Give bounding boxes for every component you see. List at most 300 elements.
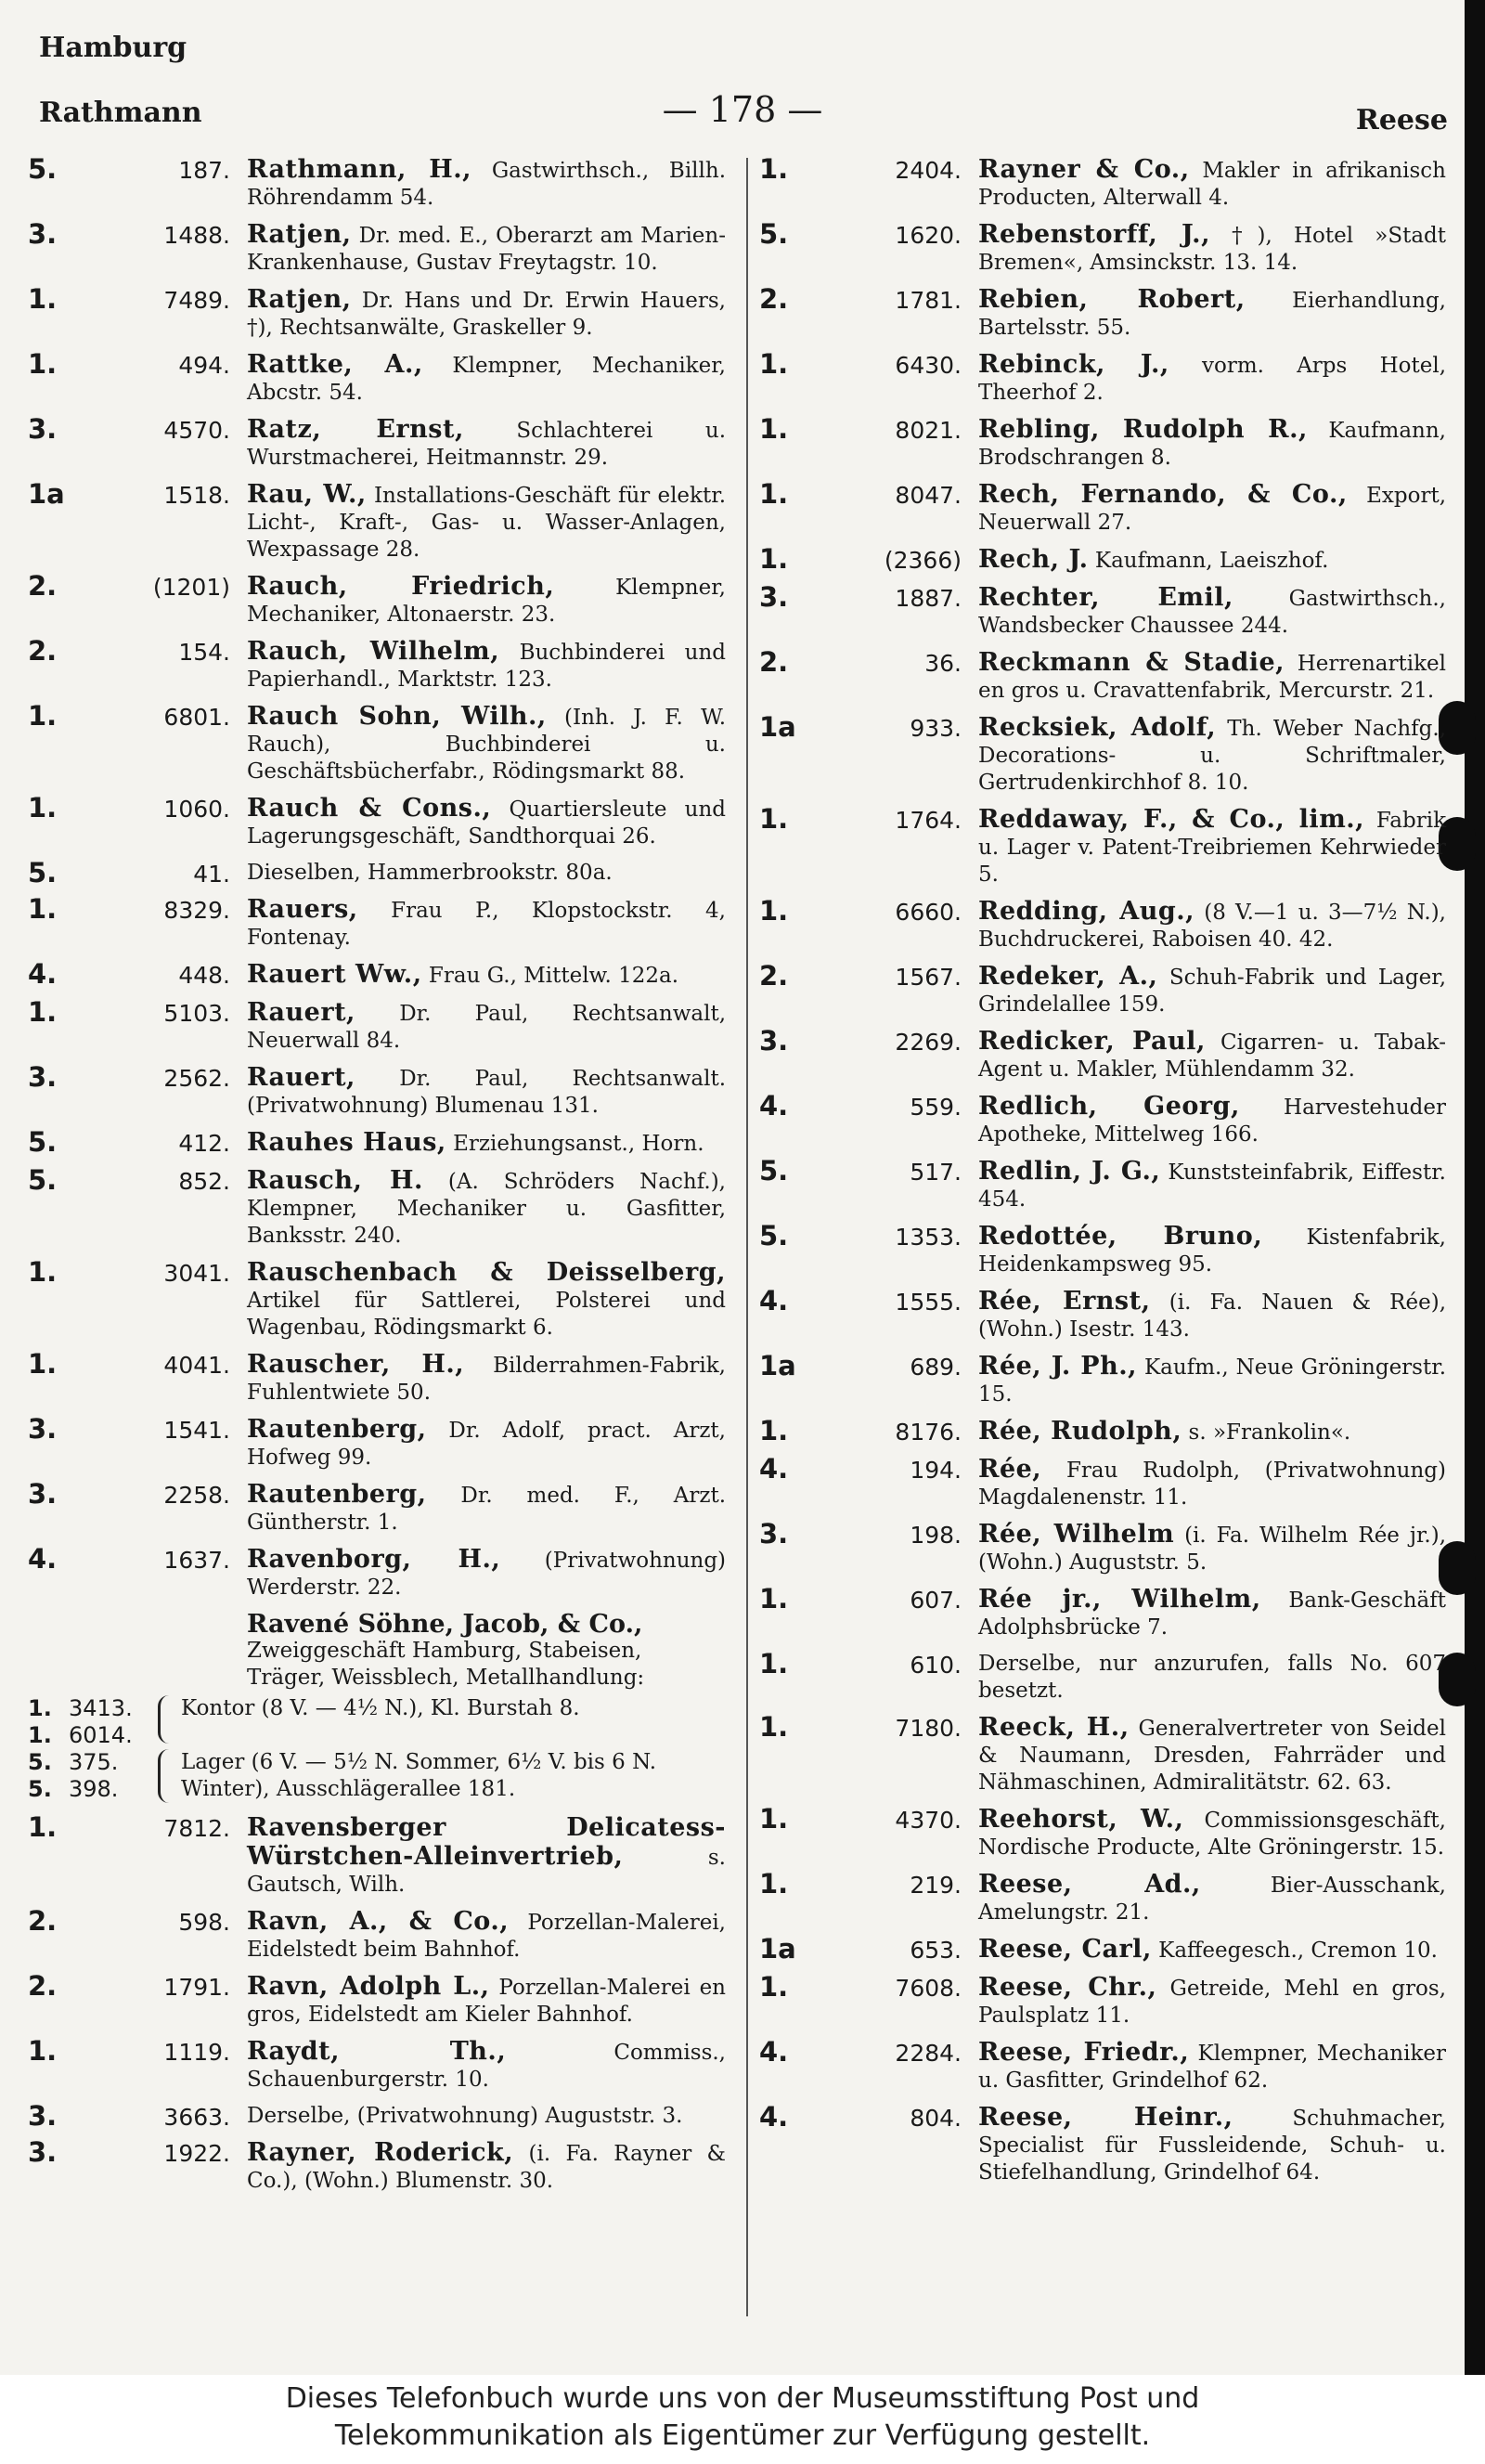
exchange-zone: 2. — [759, 646, 789, 678]
entry-name: Rauch, Wilhelm, — [247, 637, 500, 666]
phone-number — [759, 1220, 971, 1251]
exchange-zone: 2. — [28, 1905, 58, 1937]
phone-number — [28, 2100, 239, 2132]
entry-text: Schlachterei u. Wurstmacherei, Heitmannstr. 29. — [247, 419, 727, 470]
phone-number — [759, 1453, 971, 1485]
phone-number — [28, 700, 239, 732]
entry-text: Porzellan-Malerei, Eidelstedt beim Bahnhof. — [247, 1911, 726, 1962]
entry-text: Eierhandlung, Bartelsstr. 55. — [978, 289, 1446, 340]
entry-name: Rayner & Co., — [978, 155, 1190, 184]
exchange-zone: 3. — [28, 1478, 58, 1510]
entry-text: Makler in afrikanisch Producten, Alterwall 4. — [978, 159, 1446, 210]
exchange-zone: 1a — [759, 1933, 796, 1965]
directory-entry — [28, 1413, 726, 1472]
kontor-text: Kontor (8 V. — 4½ N.), Kl. Burstah 8. — [181, 1696, 580, 1720]
exchange-zone: 5. — [28, 1164, 58, 1196]
tel-number: 1887. — [895, 585, 962, 612]
phone-number — [759, 803, 971, 835]
phone-number — [759, 348, 971, 380]
entry-text: Th. Weber Nachfg., Decorations- u. Schriftmaler, Gertrudenkirchhof 8. 10. — [978, 717, 1447, 795]
tel-number: 7180. — [895, 1715, 962, 1742]
phone-number — [759, 1648, 971, 1679]
directory-entry — [759, 1220, 1446, 1278]
phone-number — [28, 1061, 239, 1093]
entry-text: vorm. Arps Hotel, Theerhof 2. — [978, 354, 1447, 405]
tel-number: 7489. — [163, 287, 230, 314]
directory-entry — [28, 2100, 726, 2132]
directory-entry — [759, 646, 1446, 705]
phone-number — [28, 2136, 239, 2168]
entry-name: Ratjen, — [247, 220, 352, 249]
phone-number — [759, 711, 971, 743]
entry-name: Rebenstorff, J., — [978, 220, 1210, 249]
exchange-zone: 5. — [759, 1155, 789, 1187]
tel-number: 2258. — [163, 1482, 230, 1509]
entry-name: Rauert Ww., — [247, 960, 422, 989]
tel-number: 1791. — [163, 1974, 230, 2001]
exchange-zone: 4. — [759, 2101, 789, 2133]
tel-number: 559. — [910, 1094, 962, 1121]
tel-number: 6430. — [895, 352, 962, 379]
tel-number: 933. — [910, 715, 962, 742]
exchange-zone: 5. — [759, 1220, 789, 1251]
directory-entry — [759, 1155, 1446, 1213]
exchange-zone: 1. — [759, 895, 789, 927]
tel-number: 5103. — [163, 1000, 230, 1027]
entry-text: Derselbe, nur anzurufen, falls No. 607 besetzt. — [978, 1652, 1446, 1703]
directory-entry — [28, 1905, 726, 1964]
entry-text: Quartiersleute und Lagerungsgeschäft, Sandthorquai 26. — [247, 798, 726, 849]
entry-name: Rauch & Cons., — [247, 794, 492, 823]
tel: 398. — [69, 1776, 119, 1802]
tel-number: 1060. — [163, 796, 230, 823]
entry-name: Ravn, A., & Co., — [247, 1907, 510, 1936]
entry-name: Rech, Fernando, & Co., — [978, 480, 1348, 509]
directory-entry — [759, 1453, 1446, 1511]
directory-entry — [759, 2036, 1446, 2094]
phone-number — [759, 413, 971, 445]
entry-text: Gastwirthsch., Wandsbecker Chaussee 244. — [978, 587, 1446, 638]
tel-number: 154. — [178, 639, 230, 666]
zone: 5. — [28, 1749, 52, 1775]
entry-text: Frau P., Klopstockstr. 4, Fontenay. — [247, 899, 726, 950]
tel-number: 412. — [178, 1130, 230, 1157]
phone-number — [759, 1025, 971, 1057]
directory-entry — [28, 1256, 726, 1342]
entry-text: Fabrik u. Lager v. Patent-Treibriemen Kehrwieder 5. — [978, 809, 1447, 887]
directory-entry — [759, 1025, 1447, 1083]
entry-name: Ravensberger Delicatess-Würstchen-Alleinvertrieb, — [247, 1813, 726, 1871]
exchange-zone: 1. — [759, 803, 789, 835]
entry-name: Rée jr., Wilhelm, — [978, 1585, 1261, 1614]
entry-text: s. »Frankolin«. — [1188, 1420, 1351, 1445]
directory-entry — [28, 348, 726, 407]
tel-number: 1488. — [163, 222, 230, 249]
exchange-zone: 1. — [28, 348, 58, 380]
directory-entry — [759, 1285, 1447, 1343]
entry-text: (i. Fa. Wilhelm Rée jr.), (Wohn.) Auguststr. 5. — [978, 1524, 1447, 1575]
phone-number — [759, 2101, 971, 2133]
directory-entry — [759, 581, 1446, 640]
phone-number — [28, 348, 239, 380]
tel-number: 1567. — [895, 964, 962, 991]
entry-name: Rau, W., — [247, 480, 367, 509]
zone: 1. — [28, 1695, 52, 1721]
phone-number — [759, 1285, 971, 1316]
directory-entry — [28, 792, 726, 850]
phone-number — [759, 581, 971, 613]
tel: 375. — [69, 1749, 119, 1775]
entry-text: †), Hotel »Stadt Bremen«, Amsinckstr. 13. 14. — [978, 224, 1446, 275]
entry-text: Klempner, Mechaniker u. Gasfitter, Grindelhof 62. — [978, 2042, 1446, 2093]
tel-number: 7812. — [163, 1815, 230, 1842]
exchange-zone: 3. — [28, 2136, 58, 2168]
entry-name: Ratz, Ernst, — [247, 415, 464, 444]
tel-number: 6801. — [163, 704, 230, 731]
exchange-zone: 1. — [28, 893, 58, 925]
exchange-zone: 3. — [28, 1061, 58, 1093]
exchange-zone: 5. — [28, 857, 58, 888]
footer-line-1: Dieses Telefonbuch wurde uns von der Museumsstiftung Post und — [285, 2382, 1200, 2415]
exchange-zone: 5. — [28, 1126, 58, 1158]
tel-number: 6660. — [895, 899, 962, 926]
entry-text: Schuhmacher, Specialist für Fussleidende, Schuh- u. Stiefelhandlung, Grindelhof 64. — [978, 2107, 1446, 2185]
exchange-zone: 1. — [28, 1256, 58, 1288]
tel-number: 448. — [178, 962, 230, 989]
exchange-zone: 2. — [28, 1970, 58, 2002]
directory-entry — [28, 857, 726, 888]
tel-number: 852. — [178, 1168, 230, 1195]
entry-text: Installations-Geschäft für elektr. Licht-, Kraft-, Gas- u. Wasser-Anlagen, Wexpassage 28. — [247, 484, 726, 562]
directory-entry — [759, 283, 1446, 342]
lager-line — [158, 1749, 738, 1803]
entry-text: (A. Schröders Nachf.), Klempner, Mechaniker u. Gasfitter, Banksstr. 240. — [247, 1170, 726, 1248]
tel-number: 4570. — [163, 417, 230, 444]
exchange-zone: 3. — [759, 581, 789, 613]
entry-name: Rausch, H. — [247, 1166, 423, 1195]
entry-text: Dr. Hans und Dr. Erwin Hauers, †), Rechtsanwälte, Graskeller 9. — [247, 289, 726, 340]
exchange-zone: 2. — [759, 283, 789, 315]
phone-number — [759, 1415, 971, 1446]
entry-text: Erziehungsanst., Horn. — [453, 1132, 704, 1156]
phone-number — [28, 1478, 239, 1510]
directory-entry — [28, 700, 727, 785]
entry-name: Rattke, A., — [247, 350, 423, 379]
lager-text: Lager (6 V. — 5½ N. Sommer, 6½ V. bis 6 N. Winter), Ausschlägerallee 181. — [181, 1750, 657, 1801]
entry-name: Rée, Ernst, — [978, 1287, 1151, 1316]
right-column — [759, 153, 1447, 2196]
entry-name: Rée, Wilhelm — [978, 1520, 1175, 1549]
directory-entry — [759, 1711, 1446, 1796]
tel-number: 689. — [910, 1354, 962, 1381]
entry-name: Redlich, Georg, — [978, 1092, 1240, 1121]
entry-name: Rauch, Friedrich, — [247, 572, 555, 601]
tel-number: 1637. — [163, 1547, 230, 1574]
entry-text: Kunststeinfabrik, Eiffestr. 454. — [978, 1161, 1446, 1212]
phone-number — [28, 1413, 239, 1445]
directory-entry — [759, 2101, 1446, 2186]
page-number: — 178 — — [662, 89, 823, 130]
exchange-zone: 5. — [759, 218, 789, 250]
entry-text: Porzellan-Malerei en gros, Eidelstedt am Kieler Bahnhof. — [247, 1976, 726, 2027]
tel-number: 3041. — [163, 1260, 230, 1287]
tel-number: 219. — [910, 1872, 962, 1899]
directory-entry — [28, 996, 727, 1055]
ravene-entry — [28, 1611, 726, 1805]
directory-entry — [759, 413, 1446, 472]
entry-text: Herrenartikel en gros u. Cravattenfabrik, Mercurstr. 21. — [978, 652, 1446, 703]
entry-text: (i. Fa. Rayner & Co.), (Wohn.) Blumenstr. 30. — [247, 2142, 727, 2193]
entry-text: Frau Rudolph, (Privatwohnung) Magdalenenstr. 11. — [978, 1459, 1446, 1510]
entry-text: (i. Fa. Nauen & Rée), (Wohn.) Isestr. 143. — [978, 1290, 1447, 1342]
entry-text: (8 V.—1 u. 3—7½ N.), Buchdruckerei, Raboisen 40. 42. — [978, 901, 1446, 952]
tel-number: 1518. — [163, 482, 230, 509]
entry-text: Schuh-Fabrik und Lager, Grindelallee 159. — [978, 966, 1446, 1017]
exchange-zone: 1. — [759, 1648, 789, 1679]
entry-name: Rebinck, J., — [978, 350, 1169, 379]
entry-name: Redottée, Bruno, — [978, 1222, 1263, 1251]
entry-text: Zweiggeschäft Hamburg, Stabeisen, Träger, Weissblech, Metallhandlung: — [247, 1639, 645, 1690]
tel-number: 494. — [178, 352, 230, 379]
entry-text: Dieselben, Hammerbrookstr. 80a. — [247, 861, 613, 885]
directory-entry — [759, 348, 1447, 407]
entry-text: Bank-Geschäft Adolphsbrücke 7. — [978, 1589, 1447, 1640]
entry-name: Rée, — [978, 1455, 1042, 1484]
directory-entry — [28, 153, 727, 212]
phone-number — [28, 570, 239, 602]
directory-entry — [28, 635, 726, 694]
entry-name: Rauert, — [247, 998, 355, 1027]
tel-number: 4370. — [895, 1807, 962, 1834]
tel-number: 1555. — [895, 1289, 962, 1316]
directory-entry — [28, 1061, 727, 1120]
tel-number: 598. — [178, 1909, 230, 1936]
directory-entry — [28, 1543, 727, 1602]
entry-text: Harvestehuder Apotheke, Mittelweg 166. — [978, 1096, 1446, 1147]
entry-name: Ravenborg, H., — [247, 1545, 501, 1574]
tel-number: 2269. — [895, 1029, 962, 1056]
entry-name: Reese, Carl, — [978, 1935, 1152, 1964]
phone-number — [759, 218, 971, 250]
entry-name: Ratjen, — [247, 285, 352, 314]
entry-name: Rauch Sohn, Wilh., — [247, 702, 547, 731]
entry-text: (Privatwohnung) Werderstr. 22. — [247, 1549, 727, 1600]
entry-name: Rauers, — [247, 895, 358, 924]
footer-note — [0, 2375, 1485, 2464]
exchange-zone: 1. — [759, 1415, 789, 1446]
directory-entry — [759, 218, 1446, 277]
entry-name: Reese, Ad., — [978, 1870, 1201, 1899]
directory-entry — [28, 218, 726, 277]
tel-number: 1620. — [895, 222, 962, 249]
entry-text: Getreide, Mehl en gros, Paulsplatz 11. — [978, 1977, 1447, 2028]
exchange-zone: 4. — [759, 2036, 789, 2068]
phone-number — [28, 857, 239, 888]
tel: 3413. — [69, 1695, 133, 1721]
tel-number: 653. — [910, 1937, 962, 1964]
entry-name: Rauscher, H., — [247, 1350, 465, 1379]
exchange-zone: 4. — [28, 958, 58, 990]
directory-entry — [759, 543, 1446, 575]
phone-number — [759, 960, 971, 992]
tel-number: (1201) — [152, 574, 230, 601]
entry-text: Bier-Ausschank, Amelungstr. 21. — [978, 1874, 1446, 1925]
exchange-zone: 1. — [759, 1868, 789, 1900]
entry-text: Dr. Paul, Rechtsanwalt, Neuerwall 84. — [247, 1002, 727, 1053]
phone-number — [28, 1126, 239, 1158]
exchange-zone: 4. — [28, 1543, 58, 1575]
ravene-numbers-block — [28, 1695, 726, 1805]
tel-number: (2366) — [884, 547, 962, 574]
entry-text: Gastwirthsch., Billh. Röhrendamm 54. — [247, 159, 727, 210]
exchange-zone: 4. — [759, 1453, 789, 1485]
entry-name: Ravené Söhne, Jacob, & Co., — [247, 1610, 643, 1639]
exchange-zone: 1. — [759, 478, 789, 510]
phone-number — [28, 1348, 239, 1380]
phone-number — [759, 895, 971, 927]
directory-entry — [28, 1126, 726, 1158]
tel-number: 198. — [910, 1522, 962, 1549]
entry-text: Dr. med. F., Arzt. Güntherstr. 1. — [247, 1484, 727, 1535]
exchange-zone: 3. — [28, 218, 58, 250]
entry-name: Rée, J. Ph., — [978, 1352, 1138, 1381]
entry-name: Reese, Heinr., — [978, 2103, 1233, 2132]
phone-number — [759, 1868, 971, 1900]
exchange-zone: 3. — [28, 413, 58, 445]
tel-number: 194. — [910, 1457, 962, 1484]
header-first-name: Rathmann — [39, 97, 202, 129]
entry-name: Rautenberg, — [247, 1480, 427, 1509]
tel-number: 804. — [910, 2105, 962, 2132]
directory-entry — [28, 478, 726, 564]
phone-number — [28, 1164, 239, 1196]
exchange-zone: 1. — [28, 2035, 58, 2067]
tel-number: 1764. — [895, 807, 962, 834]
entry-text: Kaufm., Neue Gröningerstr. 15. — [978, 1355, 1447, 1407]
exchange-zone: 3. — [28, 1413, 58, 1445]
page-edge — [1465, 0, 1485, 2375]
entry-text: Buchbinderei und Papierhandl., Marktstr. 123. — [247, 641, 726, 692]
directory-entry — [759, 1868, 1446, 1926]
kontor-line — [158, 1695, 738, 1744]
tel-number: 187. — [178, 157, 230, 184]
directory-entry — [759, 1518, 1447, 1576]
entry-text: Dr. Paul, Rechtsanwalt. (Privatwohnung) Blumenau 131. — [247, 1067, 727, 1118]
phone-number — [759, 1971, 971, 2003]
entry-name: Rayner, Roderick, — [247, 2138, 514, 2167]
entry-text: Kaufmann, Brodschrangen 8. — [978, 419, 1446, 470]
tel-number: 517. — [910, 1159, 962, 1186]
entry-name: Redeker, A., — [978, 962, 1158, 991]
footer-line-2: Telekommunikation als Eigentümer zur Verfügung gestellt. — [334, 2419, 1151, 2452]
tel: 6014. — [69, 1722, 133, 1748]
header-last-name: Reese — [1355, 104, 1448, 136]
tel-number: 1541. — [163, 1417, 230, 1444]
left-column — [28, 153, 727, 2204]
exchange-zone: 1. — [759, 153, 789, 185]
directory-entry — [759, 1090, 1446, 1148]
directory-entry — [759, 803, 1447, 888]
tel-number: 8021. — [895, 417, 962, 444]
phone-number — [759, 1933, 971, 1965]
phone-number — [28, 792, 239, 823]
entry-name: Redicker, Paul, — [978, 1027, 1206, 1056]
exchange-zone: 1. — [28, 700, 58, 732]
column-divider — [746, 158, 748, 2316]
tel-number: 41. — [193, 861, 230, 888]
entry-text: Kaffeegesch., Cremon 10. — [1158, 1939, 1438, 1963]
phone-number — [28, 958, 239, 990]
directory-entry — [759, 1350, 1447, 1408]
directory-entry — [759, 1583, 1447, 1641]
tel-number: 1781. — [895, 287, 962, 314]
entry-text: (Inh. J. F. W. Rauch), Buchbinderei u. Geschäftsbücherfabr., Rödingsmarkt 88. — [247, 706, 727, 784]
entry-name: Rauert, — [247, 1063, 355, 1092]
ravene-numbers — [28, 1695, 133, 1803]
directory-entry — [28, 2035, 726, 2094]
entry-text: Klempner, Mechaniker, Altonaerstr. 23. — [247, 576, 726, 627]
tel-number: 610. — [910, 1652, 962, 1679]
phone-number — [28, 283, 239, 315]
phone-number — [759, 283, 971, 315]
exchange-zone: 3. — [759, 1025, 789, 1057]
directory-entry — [759, 1648, 1446, 1705]
phone-number — [28, 153, 239, 185]
tel-number: 2562. — [163, 1065, 230, 1092]
entry-name: Redding, Aug., — [978, 897, 1195, 926]
phone-number — [759, 543, 971, 575]
entry-name: Raydt, Th., — [247, 2037, 507, 2066]
phone-number — [28, 413, 239, 445]
directory-entry — [28, 893, 726, 952]
entry-text: Artikel für Sattlerei, Polsterei und Wagenbau, Rödingsmarkt 6. — [247, 1289, 726, 1340]
entry-text: Dr. med. E., Oberarzt am Marien-Krankenhause, Gustav Freytagstr. 10. — [247, 224, 726, 275]
left-entries — [28, 153, 727, 1602]
phone-number — [28, 893, 239, 925]
directory-entry — [759, 1971, 1447, 2030]
exchange-zone: 1a — [759, 1350, 796, 1381]
phone-number — [28, 1905, 239, 1937]
entry-text: Export, Neuerwall 27. — [978, 484, 1447, 535]
directory-entry — [28, 1164, 726, 1250]
exchange-zone: 1. — [759, 1803, 789, 1835]
exchange-zone: 1a — [28, 478, 65, 510]
entry-text: s. Gautsch, Wilh. — [247, 1846, 726, 1897]
directory-entry — [759, 895, 1446, 953]
zone: 1. — [28, 1722, 52, 1748]
exchange-zone: 1. — [759, 413, 789, 445]
tel-number: 7608. — [895, 1975, 962, 2002]
tel-number: 1353. — [895, 1224, 962, 1251]
header-city: Hamburg — [39, 32, 187, 64]
directory-entry — [759, 711, 1447, 797]
exchange-zone: 1. — [28, 283, 58, 315]
entry-text: Generalvertreter von Seidel & Naumann, Dresden, Fahrräder und Nähmaschinen, Admiralitätstr. 62. 63. — [978, 1717, 1446, 1795]
entry-name: Ravn, Adolph L., — [247, 1972, 490, 2001]
entry-name: Rechter, Emil, — [978, 583, 1233, 612]
directory-entry — [759, 478, 1447, 537]
entry-name: Rech, J. — [978, 545, 1089, 574]
phone-number — [28, 1811, 239, 1843]
entry-name: Reeck, H., — [978, 1713, 1130, 1742]
directory-entry — [759, 1415, 1446, 1446]
entry-name: Redlin, J. G., — [978, 1157, 1161, 1186]
directory-entry — [28, 2136, 727, 2195]
phone-number — [759, 1155, 971, 1187]
tel-number: 8176. — [895, 1419, 962, 1446]
tel-number: 4041. — [163, 1352, 230, 1379]
phone-number — [28, 218, 239, 250]
